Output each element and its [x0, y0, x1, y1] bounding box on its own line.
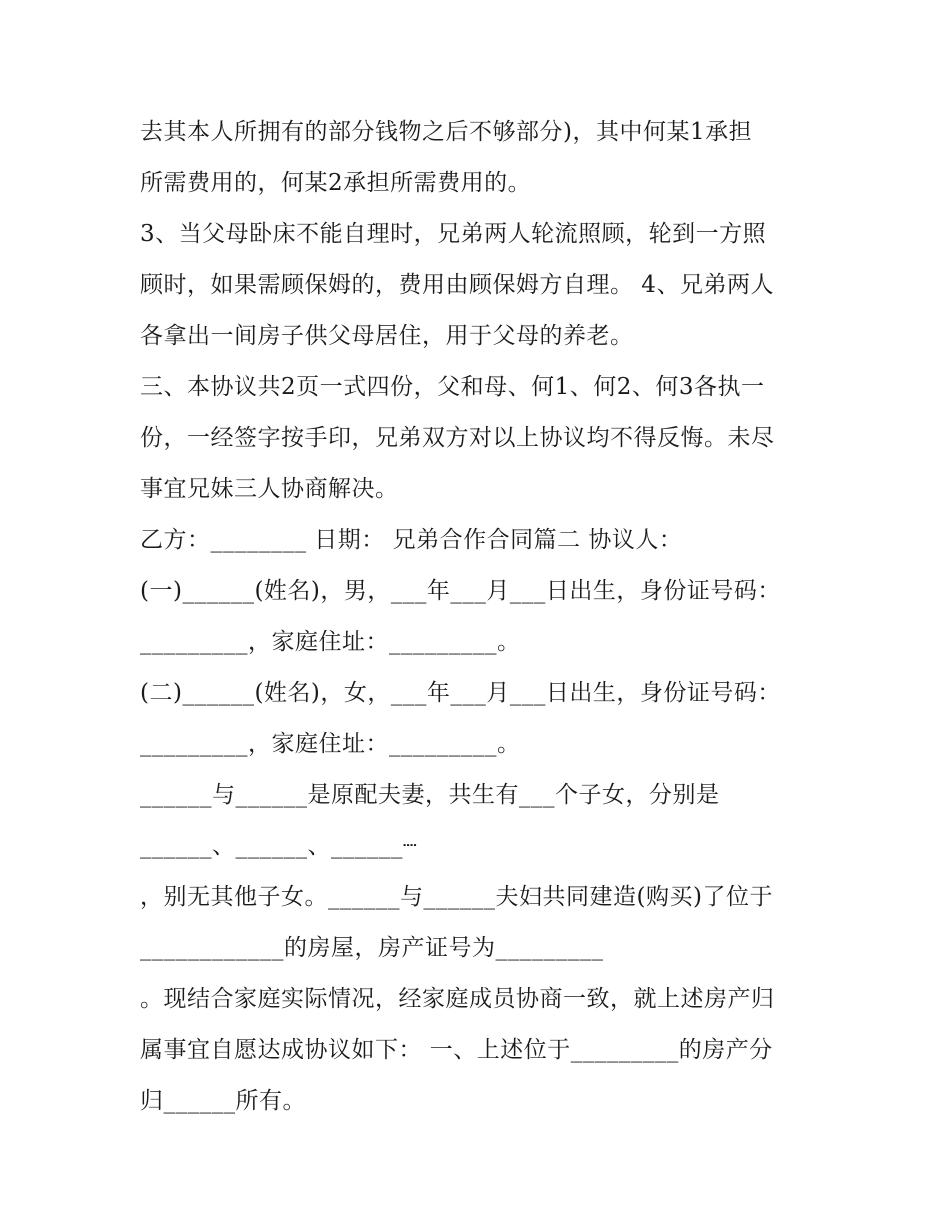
text-line: ，别无其他子女。______与______夫妇共同建造(购买)了位于	[140, 884, 773, 910]
text-line: ____________的房屋，房产证号为_________	[140, 935, 604, 961]
text-line: 份，一经签字按手印，兄弟双方对以上协议均不得反悔。未尽	[140, 425, 775, 451]
text-line: 归______所有。	[140, 1088, 306, 1114]
text-line: 去其本人所拥有的部分钱物之后不够部分)，其中何某1承担	[140, 119, 753, 145]
text-line: 所需费用的，何某2承担所需费用的。	[140, 170, 532, 196]
text-line: (二)______(姓名)，女，___年___月___日出生，身份证号码：	[140, 680, 781, 706]
document-body	[140, 107, 840, 1127]
text-line: 顾时，如果需顾保姆的，费用由顾保姆方自理。 4、兄弟两人	[140, 272, 774, 298]
text-line: 三、本协议共2页一式四份，父和母、何1、何2、何3各执一	[140, 374, 765, 400]
text-line: _________，家庭住址：_________。	[140, 629, 521, 655]
text-line: _________，家庭住址：_________。	[140, 731, 521, 757]
text-line: 3、当父母卧床不能自理时，兄弟两人轮流照顾，轮到一方照	[140, 221, 767, 247]
text-line: 事宜兄妹三人协商解决。	[140, 476, 399, 502]
text-line: ______、______、______┈	[140, 833, 418, 859]
text-line: 各拿出一间房子供父母居住，用于父母的养老。	[140, 323, 634, 349]
text-line: ______与______是原配夫妻，共生有___个子女，分别是	[140, 782, 720, 808]
text-line: 。现结合家庭实际情况，经家庭成员协商一致，就上述房产归	[140, 986, 775, 1012]
text-line: 属事宜自愿达成协议如下： 一、上述位于_________的房产分	[140, 1037, 773, 1063]
text-line: (一)______(姓名)，男，___年___月___日出生，身份证号码：	[140, 578, 781, 604]
text-line: 乙方：________ 日期： 兄弟合作合同篇二 协议人：	[140, 527, 683, 553]
